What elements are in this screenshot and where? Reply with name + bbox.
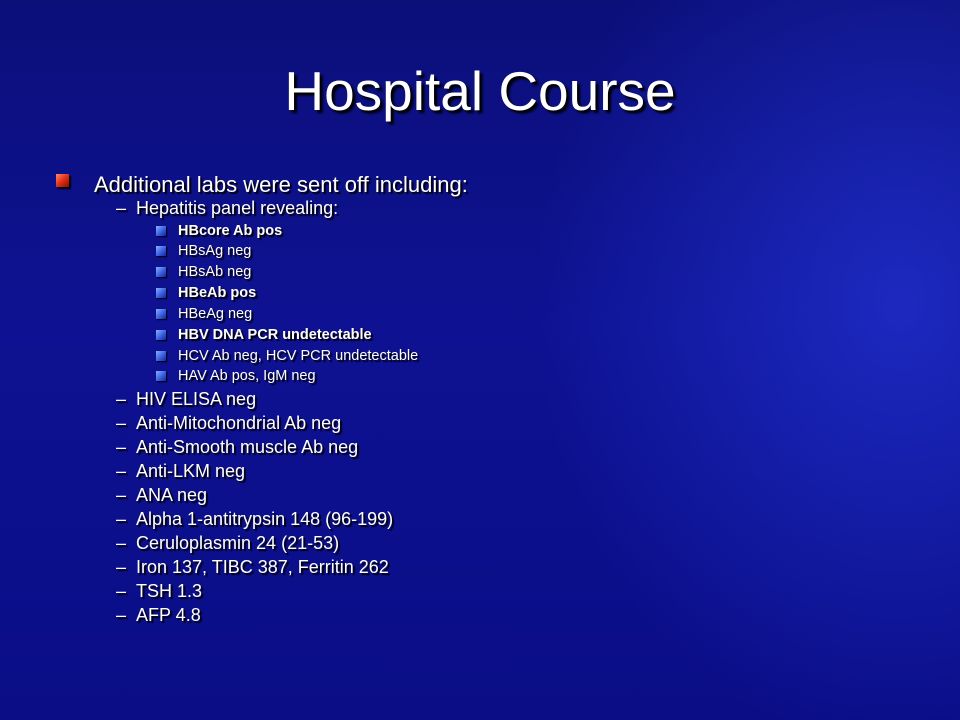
lab-result-text: TSH 1.3 xyxy=(136,581,203,601)
hepatitis-result-text: HBeAb pos xyxy=(178,285,257,301)
blue-square-bullet-icon xyxy=(156,226,166,236)
lab-result-text: HIV ELISA neg xyxy=(136,389,257,409)
lab-result-text: Iron 137, TIBC 387, Ferritin 262 xyxy=(136,557,389,577)
hepatitis-result-text: HCV Ab neg, HCV PCR undetectable xyxy=(178,348,419,364)
dash-bullet: – xyxy=(116,557,127,577)
blue-square-bullet-icon xyxy=(156,371,166,381)
lab-result-text: Anti-LKM neg xyxy=(136,461,246,481)
dash-bullet: – xyxy=(116,605,127,625)
main-bullet-text: Additional labs were sent off including: xyxy=(94,172,468,197)
lab-result-item xyxy=(116,603,896,627)
hepatitis-result-text: HBsAb neg xyxy=(178,264,252,280)
lab-result-item xyxy=(116,387,896,411)
lab-result-item xyxy=(116,507,896,531)
blue-square-bullet-icon xyxy=(156,246,166,256)
dash-bullet: – xyxy=(116,437,127,457)
blue-square-bullet-icon xyxy=(156,288,166,298)
red-square-bullet-icon xyxy=(56,174,69,187)
lab-result-item xyxy=(116,579,896,603)
blue-square-bullet-icon xyxy=(156,267,166,277)
lab-result-text: Anti-Mitochondrial Ab neg xyxy=(136,413,342,433)
lab-result-item xyxy=(116,483,896,507)
hepatitis-result-text: HBV DNA PCR undetectable xyxy=(178,327,372,343)
dash-bullet: – xyxy=(116,533,127,553)
lab-result-item xyxy=(116,531,896,555)
blue-square-bullet-icon xyxy=(156,330,166,340)
dash-bullet: – xyxy=(116,581,127,601)
hepatitis-panel-item xyxy=(116,196,896,220)
dash-bullet: – xyxy=(116,198,127,218)
hepatitis-result-item xyxy=(156,325,856,345)
lab-result-item xyxy=(116,459,896,483)
hepatitis-result-item xyxy=(156,283,856,303)
dash-bullet: – xyxy=(116,485,127,505)
dash-bullet: – xyxy=(116,389,127,409)
lab-result-text: Alpha 1-antitrypsin 148 (96-199) xyxy=(136,509,394,529)
lab-result-text: ANA neg xyxy=(136,485,208,505)
hepatitis-result-item xyxy=(156,241,856,261)
hepatitis-result-text: HAV Ab pos, IgM neg xyxy=(178,368,316,384)
hepatitis-panel-heading: Hepatitis panel revealing: xyxy=(136,198,339,218)
hepatitis-result-text: HBeAg neg xyxy=(178,306,253,322)
blue-square-bullet-icon xyxy=(156,309,166,319)
hepatitis-result-text: HBsAg neg xyxy=(178,243,252,259)
lab-result-text: AFP 4.8 xyxy=(136,605,201,625)
hepatitis-result-text: HBcore Ab pos xyxy=(178,223,283,239)
lab-result-text: Anti-Smooth muscle Ab neg xyxy=(136,437,359,457)
dash-bullet: – xyxy=(116,461,127,481)
dash-bullet: – xyxy=(116,413,127,433)
lab-result-text: Ceruloplasmin 24 (21-53) xyxy=(136,533,340,553)
hepatitis-result-item xyxy=(156,304,856,324)
lab-result-item xyxy=(116,411,896,435)
blue-square-bullet-icon xyxy=(156,351,166,361)
slide-title: Hospital Course xyxy=(284,60,676,122)
hepatitis-result-item xyxy=(156,346,856,366)
hepatitis-result-item xyxy=(156,262,856,282)
dash-bullet: – xyxy=(116,509,127,529)
lab-result-item xyxy=(116,435,896,459)
lab-result-item xyxy=(116,555,896,579)
hepatitis-result-item xyxy=(156,221,856,241)
hepatitis-result-item xyxy=(156,366,856,386)
